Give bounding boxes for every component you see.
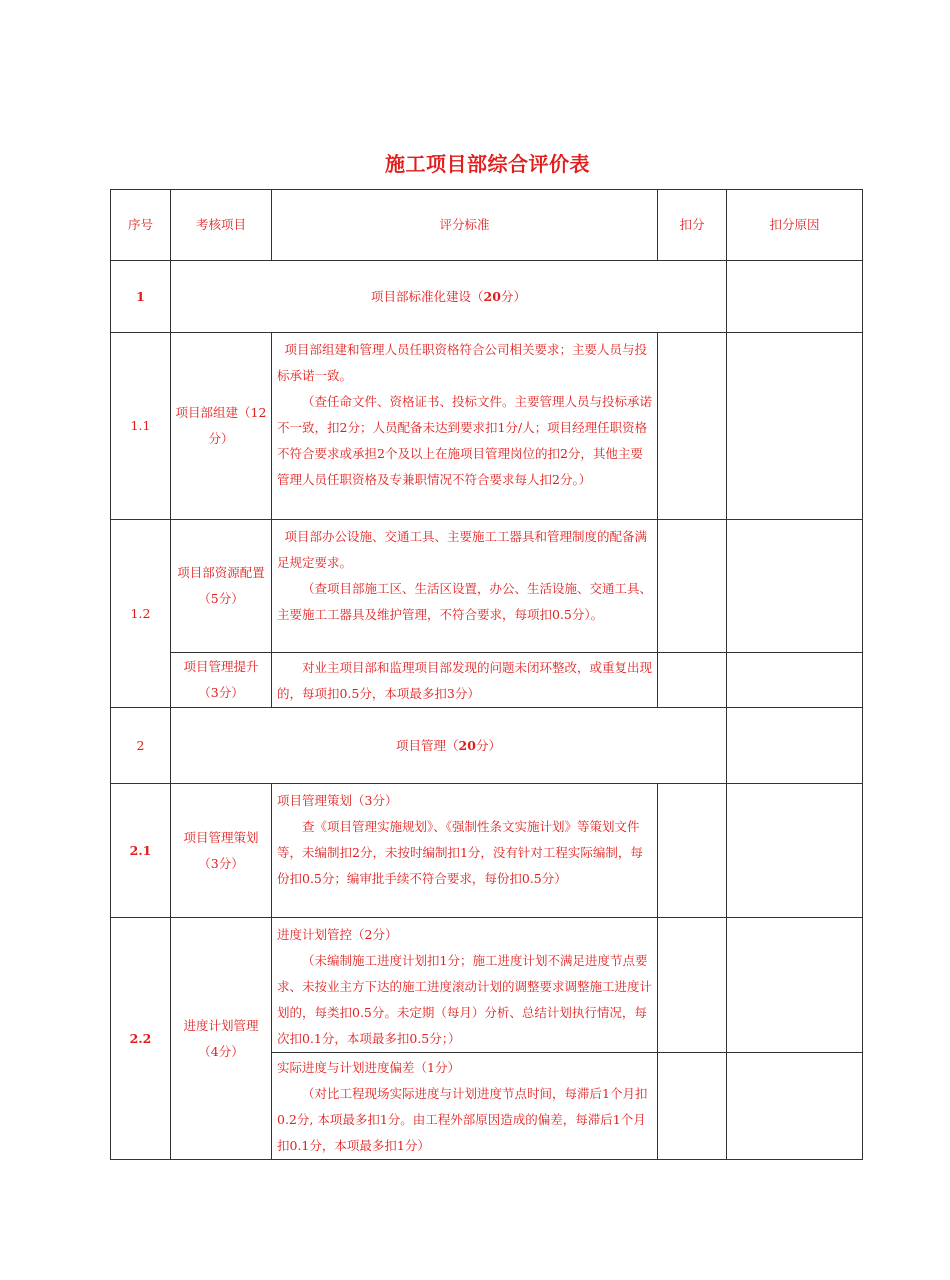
header-seq: 序号 [111, 190, 171, 261]
row-item: 项目管理提升（3分） [171, 653, 272, 708]
evaluation-table [110, 189, 863, 1160]
deduct-cell [658, 333, 727, 520]
row-criteria: 进度计划管控（2分） （未编制施工进度计划扣1分；施工进度计划不满足进度节点要求、未按业主方下达的施工进度滚动计划的调整要求调整施工进度计划的，每类扣0.5分。未定期（每月）分析、总结计划执行情况，每次扣0.1分，本项最多扣0.5分；） [272, 918, 658, 1053]
section-title: 项目部标准化建设（20分） [171, 261, 727, 333]
deduct-reason-cell [727, 333, 863, 520]
row-criteria: 项目部办公设施、交通工具、主要施工工器具和管理制度的配备满足规定要求。 （查项目部施工区、生活区设置，办公、生活设施、交通工具、主要施工工器具及维护管理，不符合要求，每项扣0.5分）。 [272, 520, 658, 653]
deduct-cell [658, 520, 727, 653]
row-criteria: 实际进度与计划进度偏差（1分） （对比工程现场实际进度与计划进度节点时间，每滞后1个月扣0.2分, 本项最多扣1分。由工程外部原因造成的偏差，每滞后1个月扣0.1分，本项最多扣1分） [272, 1053, 658, 1160]
deduct-reason-cell [727, 653, 863, 708]
row-item: 项目管理策划（3分） [171, 784, 272, 918]
section-row [111, 261, 863, 333]
table-row [111, 520, 863, 653]
row-seq: 1.1 [111, 333, 171, 520]
table-row [111, 653, 863, 708]
row-criteria: 项目管理策划（3分） 查《项目管理实施规划》、《强制性条文实施计划》等策划文件等，未编制扣2分，未按时编制扣1分，没有针对工程实际编制，每份扣0.5分；编审批手续不符合要求，每份扣0.5分） [272, 784, 658, 918]
header-reason: 扣分原因 [727, 190, 863, 261]
row-criteria: 项目部组建和管理人员任职资格符合公司相关要求；主要人员与投标承诺一致。 （查任命文件、资格证书、投标文件。主要管理人员与投标承诺不一致，扣2分；人员配备未达到要求扣1分/人；项目经理任职资格不符合要求或承担2个及以上在施项目管理岗位的扣2分，其他主要管理人员任职资格及专兼职情况不符合要求每人扣2分。） [272, 333, 658, 520]
row-criteria: 对业主项目部和监理项目部发现的问题未闭环整改，或重复出现的，每项扣0.5分，本项最多扣3分） [272, 653, 658, 708]
section-row [111, 708, 863, 784]
page-title: 施工项目部综合评价表 [385, 152, 590, 176]
row-seq: 2.1 [111, 784, 171, 918]
deduct-reason-cell [727, 918, 863, 1053]
header-criteria: 评分标准 [272, 190, 658, 261]
table-row [111, 918, 863, 1053]
header-deduct: 扣分 [658, 190, 727, 261]
header-item: 考核项目 [171, 190, 272, 261]
row-seq: 1.2 [111, 520, 171, 708]
row-item: 项目部组建（12分） [171, 333, 272, 520]
section-seq: 2 [111, 708, 171, 784]
deduct-reason-cell [727, 1053, 863, 1160]
row-item: 进度计划管理（4分） [171, 918, 272, 1160]
deduct-cell [658, 918, 727, 1053]
table-row [111, 784, 863, 918]
table-header-row [111, 190, 863, 261]
deduct-reason-cell [727, 261, 863, 333]
section-title: 项目管理（20分） [171, 708, 727, 784]
row-item: 项目部资源配置（5分） [171, 520, 272, 653]
deduct-reason-cell [727, 784, 863, 918]
deduct-cell [658, 784, 727, 918]
section-seq: 1 [111, 261, 171, 333]
deduct-cell [658, 653, 727, 708]
deduct-reason-cell [727, 708, 863, 784]
deduct-cell [658, 1053, 727, 1160]
deduct-reason-cell [727, 520, 863, 653]
table-row [111, 333, 863, 520]
row-seq: 2.2 [111, 918, 171, 1160]
